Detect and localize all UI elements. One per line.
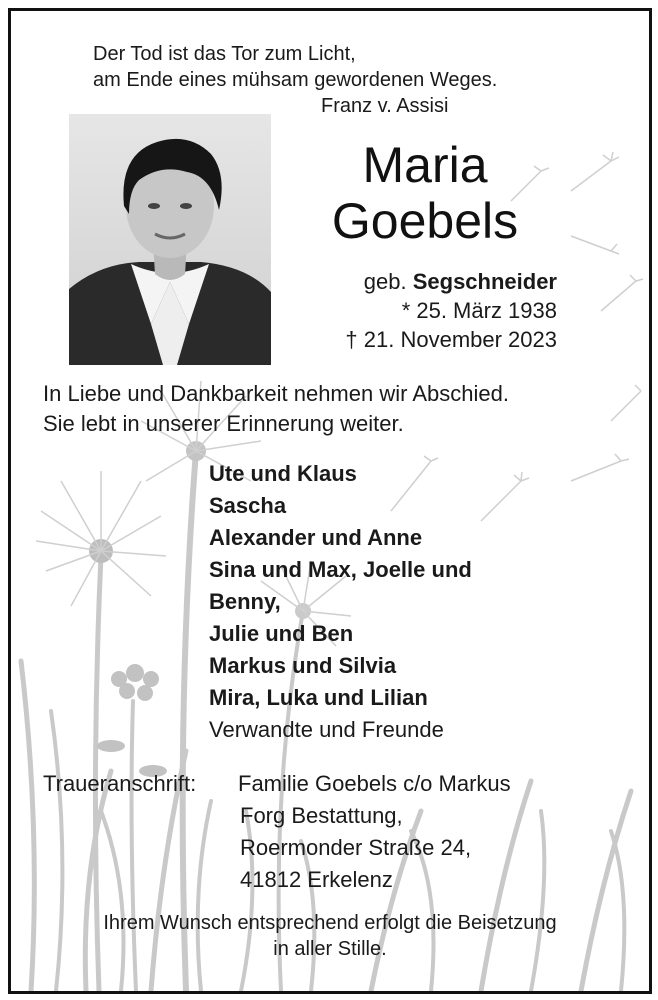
deceased-name [301,137,549,249]
death-date: † 21. November 2023 [345,327,557,352]
closing-line-2: in aller Stille. [273,938,387,960]
address-line: Roermonder Straße 24, [240,835,472,860]
mourning-address [238,768,511,896]
mourner: Benny, [209,589,281,614]
portrait-photo [69,114,271,365]
mourner: Mira, Luka und Lilian [209,685,428,710]
born-prefix: geb. [363,269,407,294]
mourner: Julie und Ben [209,621,354,646]
quote-line-1: Der Tod ist das Tor zum Licht, [93,43,356,65]
obituary-card [8,8,652,994]
mourners-list [209,458,472,746]
address-line: Forg Bestattung, [240,803,403,828]
address-label: Traueranschrift: [43,771,197,796]
closing-note [31,910,629,962]
maiden-name-line [251,267,557,296]
first-name: Maria [362,137,488,193]
mourner: Sina und Max, Joelle und [209,557,472,582]
mourner: Alexander und Anne [209,525,423,550]
address-line: 41812 Erkelenz [240,867,393,892]
last-name: Goebels [331,193,519,249]
farewell-line-1: In Liebe und Dankbarkeit nehmen wir Abschied. [43,381,509,406]
address-line: Familie Goebels c/o Markus [238,771,511,796]
quote [93,41,497,119]
farewell-text [43,379,509,439]
mourner: Markus und Silvia [209,653,397,678]
closing-line-1: Ihrem Wunsch entsprechend erfolgt die Beisetzung [103,912,557,934]
mourner: Sascha [209,493,287,518]
quote-author: Franz v. Assisi [321,95,449,117]
relatives-line: Verwandte und Freunde [209,717,444,742]
birth-date: * 25. März 1938 [401,298,557,323]
quote-line-2: am Ende eines mühsam gewordenen Weges. [93,69,498,91]
farewell-line-2: Sie lebt in unserer Erinnerung weiter. [43,411,404,436]
mourner: Ute und Klaus [209,461,357,486]
life-details [251,267,557,354]
maiden-name: Segschneider [412,269,557,294]
